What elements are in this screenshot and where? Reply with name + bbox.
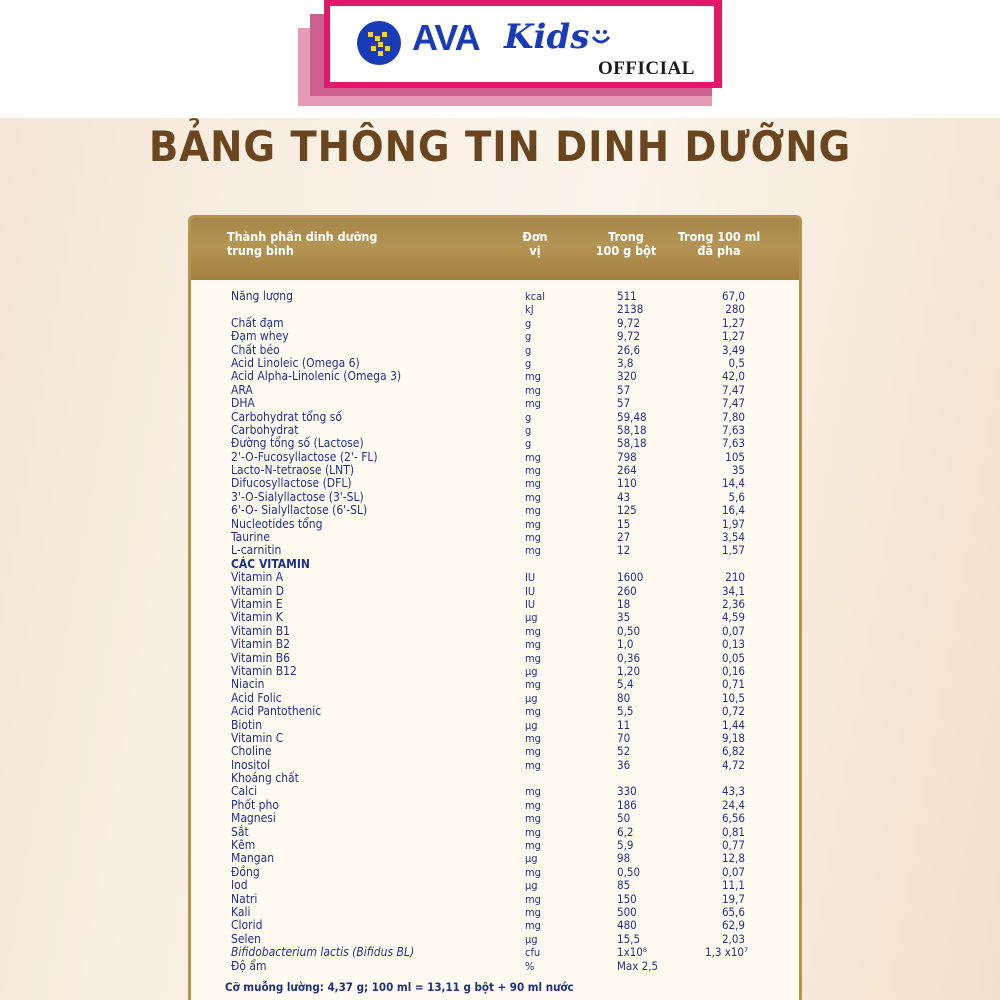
nutrient-unit: mg — [525, 450, 541, 464]
header-per-100g-line1: Trong — [608, 229, 644, 244]
table-row — [231, 558, 791, 571]
value-per-100g: 150 — [617, 891, 637, 906]
table-body — [231, 290, 791, 973]
nutrient-unit: mg — [525, 397, 541, 411]
value-per-100ml: 6,56 — [721, 811, 745, 826]
value-per-100g: Max 2,5 — [617, 958, 659, 973]
nutrient-unit: g — [525, 316, 532, 330]
value-per-100ml: 43,3 — [721, 784, 745, 799]
nutrient-name: Năng lượng — [231, 289, 293, 303]
nutrient-unit: mg — [525, 477, 541, 491]
nutrient-unit: mg — [525, 517, 541, 531]
value-per-100ml: 105 — [725, 449, 745, 464]
value-per-100g: 35 — [617, 610, 631, 625]
value-per-100g: 264 — [617, 463, 637, 478]
value-per-100ml: 16,4 — [721, 503, 745, 518]
value-per-100g: 5,4 — [617, 677, 634, 692]
value-per-100g: 58,18 — [617, 436, 647, 451]
brand-tag: OFFICIAL — [598, 58, 695, 79]
table-row — [231, 544, 791, 557]
nutrient-unit: IU — [525, 597, 536, 611]
nutrient-name: Vitamin K — [231, 610, 283, 625]
value-per-100g: 320 — [617, 369, 637, 384]
value-per-100g: 110 — [617, 476, 637, 491]
value-per-100ml: 0,77 — [721, 838, 745, 853]
value-per-100ml: 3,49 — [721, 342, 745, 357]
value-per-100g: 18 — [617, 596, 631, 611]
value-per-100g: 12 — [617, 543, 631, 558]
table-row — [231, 344, 791, 357]
nutrient-name: Magnesi — [231, 811, 276, 826]
nutrient-name: DHA — [231, 396, 255, 411]
nutrient-unit: kcal — [525, 290, 545, 303]
nutrient-unit: IU — [525, 584, 536, 598]
value-per-100ml: 5,6 — [728, 489, 745, 504]
nutrient-unit: mg — [525, 504, 541, 518]
table-row — [231, 852, 791, 865]
nutrient-unit: µg — [525, 691, 538, 705]
table-row — [231, 424, 791, 437]
table-row — [231, 611, 791, 624]
nutrient-name: Clorid — [231, 918, 263, 933]
value-per-100ml: 14,4 — [721, 476, 745, 491]
nutrient-unit: mg — [525, 825, 541, 839]
value-per-100g: 5,9 — [617, 838, 634, 853]
nutrient-unit: µg — [525, 611, 538, 625]
table-row — [231, 772, 791, 785]
table-row — [231, 357, 791, 370]
table-row — [231, 531, 791, 544]
nutrient-unit: g — [525, 356, 532, 370]
table-row — [231, 518, 791, 531]
value-per-100ml: 0,05 — [721, 650, 745, 665]
nutrient-name: Vitamin B1 — [231, 623, 291, 638]
value-per-100g: 57 — [617, 396, 631, 411]
nutrient-name: Calci — [231, 784, 258, 799]
table-row — [231, 638, 791, 651]
value-per-100ml: 0,16 — [721, 663, 745, 678]
nutrient-unit: mg — [525, 370, 541, 384]
nutrient-unit: µg — [525, 932, 538, 946]
nutrient-unit: mg — [525, 892, 541, 906]
table-row — [231, 665, 791, 678]
value-per-100g: 1,0 — [617, 637, 634, 652]
header-per-100g — [585, 230, 667, 258]
value-per-100ml: 7,47 — [721, 396, 745, 411]
value-per-100g: 15,5 — [617, 931, 641, 946]
header-unit-line1: Đơn — [522, 229, 548, 244]
nutrient-name: Vitamin C — [231, 730, 284, 745]
table-row — [231, 477, 791, 490]
nutrient-name: Kẽm — [231, 838, 256, 853]
nutrient-name: Acid Folic — [231, 690, 282, 705]
nutrient-name: Đồng — [231, 864, 260, 879]
nutrient-name: 3'-O-Sialyllactose (3'-SL) — [231, 489, 364, 504]
value-per-100g: 186 — [617, 797, 637, 812]
header-ingredient — [227, 230, 487, 258]
table-row — [231, 317, 791, 330]
value-per-100g: 58,18 — [617, 422, 647, 437]
value-per-100g: 27 — [617, 530, 631, 545]
nutrient-name: Acid Alpha-Linolenic (Omega 3) — [231, 369, 402, 384]
nutrient-unit: mg — [525, 798, 541, 812]
nutrient-unit: mg — [525, 490, 541, 504]
table-row — [231, 330, 791, 343]
table-row — [231, 451, 791, 464]
nutrient-unit: mg — [525, 678, 541, 692]
nutrient-name: Acid Pantothenic — [231, 704, 322, 719]
nutrient-unit: µg — [525, 718, 538, 732]
nutrient-unit: IU — [525, 571, 536, 585]
nutrient-name: Sắt — [231, 824, 249, 839]
smile-icon — [590, 26, 612, 48]
value-per-100ml: 4,59 — [721, 610, 745, 625]
value-per-100ml: 280 — [725, 302, 745, 317]
nutrient-unit: % — [525, 959, 535, 973]
value-per-100g: 6,2 — [617, 824, 634, 839]
nutrient-name: Chất đạm — [231, 315, 284, 330]
header-unit — [515, 230, 555, 258]
nutrient-unit: mg — [525, 638, 541, 652]
nutrient-unit: mg — [525, 731, 541, 745]
nutrient-name: Vitamin D — [231, 583, 285, 598]
value-per-100g: 50 — [617, 811, 631, 826]
table-row — [231, 893, 791, 906]
nutrient-unit: mg — [525, 812, 541, 826]
nutrient-name: Choline — [231, 744, 272, 759]
value-per-100ml: 6,82 — [721, 744, 745, 759]
value-per-100ml: 11,1 — [721, 878, 745, 893]
value-per-100g: 125 — [617, 503, 637, 518]
value-per-100ml: 2,03 — [721, 931, 745, 946]
nutrient-name: Iod — [231, 878, 248, 893]
value-per-100g: 9,72 — [617, 315, 641, 330]
nutrient-name: Phốt pho — [231, 797, 279, 812]
value-per-100ml: 2,36 — [721, 596, 745, 611]
value-per-100g: 1,20 — [617, 663, 641, 678]
nutrient-name: Biotin — [231, 717, 263, 732]
value-per-100g: 43 — [617, 489, 631, 504]
nutrient-name: Độ ẩm — [231, 958, 267, 973]
value-per-100g: 57 — [617, 382, 631, 397]
table-row — [231, 464, 791, 477]
table-row — [231, 732, 791, 745]
nutrient-unit: mg — [525, 383, 541, 397]
nutrient-name: Khoáng chất — [231, 771, 299, 786]
value-per-100g: 85 — [617, 878, 631, 893]
value-per-100ml: 7,80 — [721, 409, 745, 424]
value-per-100g: 798 — [617, 449, 637, 464]
value-per-100ml: 7,47 — [721, 382, 745, 397]
nutrient-unit: kJ — [525, 303, 534, 317]
nutrient-name: Acid Linoleic (Omega 6) — [231, 355, 360, 370]
table-row — [231, 303, 791, 316]
value-per-100g: 36 — [617, 757, 631, 772]
header-ingredient-line1: Thành phần dinh dưỡng — [227, 229, 378, 244]
table-row — [231, 652, 791, 665]
value-per-100ml: 67,0 — [721, 289, 745, 303]
value-per-100g: 330 — [617, 784, 637, 799]
value-per-100g: 59,48 — [617, 409, 647, 424]
nutrient-unit: g — [525, 343, 532, 357]
nutrient-unit: µg — [525, 879, 538, 893]
table-row — [231, 919, 791, 932]
nutrient-name: Chất béo — [231, 342, 280, 357]
table-row — [231, 678, 791, 691]
table-row — [231, 491, 791, 504]
nutrient-unit: mg — [525, 651, 541, 665]
value-per-100g: 511 — [617, 289, 637, 303]
value-per-100g: 11 — [617, 717, 631, 732]
table-row — [231, 812, 791, 825]
nutrient-name: Bifidobacterium lactis (Bifidus BL) — [231, 945, 415, 960]
value-per-100ml: 0,07 — [721, 623, 745, 638]
nutrient-unit: mg — [525, 758, 541, 772]
value-per-100ml: 42,0 — [721, 369, 745, 384]
table-row — [231, 946, 791, 959]
nutrient-name: Carbohydrat tổng số — [231, 409, 343, 424]
value-per-100g: 3,8 — [617, 355, 634, 370]
value-per-100g: 0,50 — [617, 623, 641, 638]
table-row — [231, 437, 791, 450]
table-row — [231, 906, 791, 919]
nutrition-table — [188, 215, 802, 1000]
table-row — [231, 598, 791, 611]
nutrient-unit: mg — [525, 531, 541, 545]
table-row — [231, 290, 791, 303]
value-per-100ml: 0,71 — [721, 677, 745, 692]
nutrient-name: Vitamin B6 — [231, 650, 291, 665]
table-row — [231, 799, 791, 812]
nutrient-unit: mg — [525, 839, 541, 853]
value-per-100ml: 35 — [731, 463, 745, 478]
header-per-100ml — [667, 230, 771, 258]
table-row — [231, 719, 791, 732]
nutrient-name: Vitamin A — [231, 570, 284, 585]
value-per-100g: 15 — [617, 516, 631, 531]
value-per-100ml: 34,1 — [721, 583, 745, 598]
nutrient-name: Taurine — [231, 530, 270, 545]
nutrient-name: Lacto-N-tetraose (LNT) — [231, 463, 355, 478]
value-per-100ml: 0,07 — [721, 864, 745, 879]
nutrient-name: Nucleotides tổng — [231, 516, 323, 531]
table-row — [231, 692, 791, 705]
value-per-100ml: 12,8 — [721, 851, 745, 866]
value-per-100ml: 24,4 — [721, 797, 745, 812]
header-per-100ml-line1: Trong 100 ml — [677, 229, 761, 244]
nutrient-name: Carbohydrat — [231, 422, 299, 437]
value-per-100ml: 7,63 — [721, 436, 745, 451]
page-title: BẢNG THÔNG TIN DINH DƯỠNG — [148, 122, 852, 171]
nutrient-name: Kali — [231, 904, 251, 919]
table-row — [231, 785, 791, 798]
value-per-100g: 98 — [617, 851, 631, 866]
value-per-100ml: 3,54 — [721, 530, 745, 545]
nutrient-unit: g — [525, 330, 532, 344]
value-per-100ml: 1,27 — [721, 315, 745, 330]
serving-footnote: Cỡ muỗng lường: 4,37 g; 100 ml = 13,11 g bột + 90 ml nước — [225, 980, 574, 994]
value-per-100ml: 4,72 — [721, 757, 745, 772]
table-row — [231, 625, 791, 638]
value-per-100ml: 1,57 — [721, 543, 745, 558]
table-row — [231, 504, 791, 517]
value-per-100ml: 9,18 — [721, 730, 745, 745]
value-per-100g: 500 — [617, 904, 637, 919]
value-per-100g: 480 — [617, 918, 637, 933]
table-row — [231, 960, 791, 973]
nutrient-name: L-carnitin — [231, 543, 282, 558]
value-per-100g: 0,36 — [617, 650, 641, 665]
ava-logo-icon — [356, 20, 402, 66]
nutrient-name: Vitamin E — [231, 596, 283, 611]
table-row — [231, 370, 791, 383]
value-per-100ml: 1,3 x10⁷ — [705, 945, 749, 960]
value-per-100ml: 1,44 — [721, 717, 745, 732]
value-per-100ml: 19,7 — [721, 891, 745, 906]
nutrient-unit: mg — [525, 464, 541, 478]
nutrient-unit: mg — [525, 905, 541, 919]
nutrient-name: Đạm whey — [231, 329, 289, 344]
value-per-100g: 52 — [617, 744, 631, 759]
value-per-100g: 1x10⁸ — [617, 945, 648, 960]
value-per-100ml: 0,81 — [721, 824, 745, 839]
value-per-100ml: 0,72 — [721, 704, 745, 719]
value-per-100g: 80 — [617, 690, 631, 705]
nutrient-name: Inositol — [231, 757, 271, 772]
value-per-100g: 2138 — [617, 302, 644, 317]
table-row — [231, 384, 791, 397]
nutrient-unit: cfu — [525, 946, 541, 960]
nutrient-name: Vitamin B2 — [231, 637, 291, 652]
table-row — [231, 585, 791, 598]
nutrient-unit: g — [525, 410, 532, 424]
nutrient-name: 2'-O-Fucosyllactose (2'- FL) — [231, 449, 378, 464]
value-per-100ml: 1,27 — [721, 329, 745, 344]
value-per-100ml: 62,9 — [721, 918, 745, 933]
table-row — [231, 879, 791, 892]
nutrient-unit: mg — [525, 544, 541, 558]
table-row — [231, 826, 791, 839]
nutrient-unit: mg — [525, 865, 541, 879]
nutrient-name: 6'-O- Sialyllactose (6'-SL) — [231, 503, 368, 518]
nutrient-unit: µg — [525, 664, 538, 678]
nutrient-unit: mg — [525, 745, 541, 759]
value-per-100g: 9,72 — [617, 329, 641, 344]
table-row — [231, 759, 791, 772]
nutrient-name: Vitamin B12 — [231, 663, 297, 678]
table-row — [231, 411, 791, 424]
brand-name-kids: Kids — [504, 17, 590, 57]
value-per-100g: 0,50 — [617, 864, 641, 879]
table-row — [231, 933, 791, 946]
nutrient-unit: g — [525, 423, 532, 437]
value-per-100ml: 10,5 — [721, 690, 745, 705]
table-row — [231, 705, 791, 718]
value-per-100ml: 210 — [725, 570, 745, 585]
nutrient-name: Natri — [231, 891, 258, 906]
table-row — [231, 571, 791, 584]
table-row — [231, 745, 791, 758]
nutrient-name: Selen — [231, 931, 261, 946]
header-per-100ml-line2: đã pha — [697, 243, 741, 258]
header-ingredient-line2: trung bình — [227, 243, 294, 258]
header-unit-line2: vị — [529, 243, 541, 258]
nutrient-name: Difucosyllactose (DFL) — [231, 476, 352, 491]
nutrient-name: Đường tổng số (Lactose) — [231, 436, 364, 451]
table-row — [231, 397, 791, 410]
table-header — [191, 218, 799, 280]
value-per-100ml: 7,63 — [721, 422, 745, 437]
value-per-100g: 1600 — [617, 570, 644, 585]
value-per-100g: 70 — [617, 730, 631, 745]
nutrient-name: ARA — [231, 382, 253, 397]
value-per-100ml: 0,13 — [721, 637, 745, 652]
nutrient-unit: mg — [525, 919, 541, 933]
value-per-100ml: 1,97 — [721, 516, 745, 531]
value-per-100ml: 65,6 — [721, 904, 745, 919]
table-row — [231, 839, 791, 852]
nutrient-name: CÁC VITAMIN — [231, 556, 310, 571]
nutrient-name: Mangan — [231, 851, 275, 866]
header-per-100g-line2: 100 g bột — [595, 243, 657, 258]
nutrient-unit: µg — [525, 852, 538, 866]
nutrient-unit: mg — [525, 624, 541, 638]
table-row — [231, 866, 791, 879]
nutrient-name: Niacin — [231, 677, 265, 692]
value-per-100g: 260 — [617, 583, 637, 598]
value-per-100g: 5,5 — [617, 704, 634, 719]
nutrient-unit: g — [525, 437, 532, 451]
brand-name-ava: AVA — [412, 17, 480, 58]
nutrient-unit: mg — [525, 705, 541, 719]
nutrient-unit: mg — [525, 785, 541, 799]
value-per-100ml: 0,5 — [728, 355, 745, 370]
value-per-100g: 26,6 — [617, 342, 641, 357]
